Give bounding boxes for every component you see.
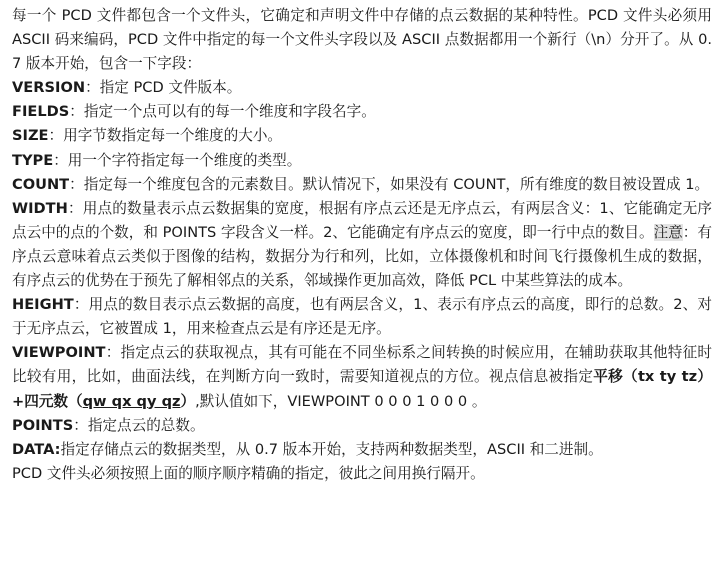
field-key-viewpoint: VIEWPOINT (12, 344, 106, 362)
intro-paragraph: 每一个 PCD 文件都包含一个文件头，它确定和声明文件中存储的点云数据的某种特性。PCD 文件头必须用 ASCII 码来编码，PCD 文件中指定的每一个文件头字段以及 ASCII 点数据都用一个新行（\n）分开了。从 0.7 版本开始，包含一下字段： (12, 7, 712, 73)
field-key-points: POINTS (12, 416, 74, 434)
field-desc-size: 用字节数指定每一个维度的大小。 (63, 127, 283, 145)
field-sep: ： (53, 151, 68, 169)
field-sep: ： (67, 199, 83, 217)
viewpoint-bold-b: ） (180, 392, 196, 410)
field-desc-data: 指定存储点云的数据类型，从 0.7 版本开始，支持两种数据类型，ASCII 和二进制。 (60, 440, 603, 458)
field-width (12, 197, 712, 293)
field-key-version: VERSION (12, 79, 86, 97)
field-sep: ： (69, 103, 84, 121)
field-desc-width-b: ：有序点云意味着点云类似于图像的结构，数据分为行和列，比如，立体摄像机和时间飞行摄像机生成的数据，有序点云的优势在于预先了解相邻点的关系，邻域操作更加高效，降低 PCL 中某些算法的成本。 (12, 223, 712, 290)
field-sep: ： (105, 344, 121, 362)
highlighted-note: 注意 (653, 223, 683, 241)
field-version (12, 76, 712, 100)
field-key-height: HEIGHT (12, 296, 74, 314)
field-height (12, 293, 712, 341)
field-type (12, 149, 712, 173)
field-key-width: WIDTH (12, 199, 68, 217)
field-size (12, 124, 712, 148)
field-sep: ： (73, 416, 88, 434)
field-key-size: SIZE (12, 127, 49, 145)
field-desc-height: 用点的数目表示点云数据的高度，也有两层含义，1、表示有序点云的高度，即行的总数。2、对于无序点云，它被置成 1，用来检查点云是有序还是无序。 (12, 296, 712, 338)
field-key-type: TYPE (12, 151, 54, 169)
field-desc-fields: 指定一个点可以有的每一个维度和字段名字。 (83, 103, 376, 121)
field-sep: ： (85, 79, 100, 97)
field-key-count: COUNT (12, 175, 70, 193)
viewpoint-underlined: qw qx qy qz (82, 392, 181, 410)
field-points (12, 414, 712, 438)
field-desc-width-a: 用点的数量表示点云数据集的宽度，根据有序点云还是无序点云，有两层含义：1、它能确定无序点云中的点的个数，和 POINTS 字段含义一样。2、它能确定有序点云的宽度，即一行中点的数目。 (12, 199, 712, 241)
field-sep: ： (48, 127, 64, 145)
field-desc-type: 用一个字符指定每一个维度的类型。 (67, 151, 302, 169)
field-viewpoint (12, 341, 712, 413)
field-fields (12, 100, 712, 124)
field-sep: ： (69, 175, 84, 193)
field-desc-viewpoint-b: ,默认值如下，VIEWPOINT 0 0 0 1 0 0 0 。 (195, 392, 487, 410)
viewpoint-bold-a: 平移（tx ty tz）+四元数（ (12, 368, 712, 410)
field-count (12, 173, 712, 197)
field-data (12, 438, 712, 462)
field-desc-viewpoint-a: 指定点云的获取视点，其有可能在不同坐标系之间转换的时候应用，在辅助获取其他特征时比较有用，比如，曲面法线，在判断方向一致时，需要知道视点的方位。视点信息被指定 (12, 344, 712, 386)
field-sep: ： (73, 296, 89, 314)
field-desc-count: 指定每一个维度包含的元素数目。默认情况下，如果没有 COUNT，所有维度的数目被设置成 1。 (83, 175, 710, 193)
field-key-fields: FIELDS (12, 103, 70, 121)
field-desc-points: 指定点云的总数。 (87, 416, 205, 434)
field-desc-version: 指定 PCD 文件版本。 (99, 79, 242, 97)
field-key-data: DATA: (12, 440, 61, 458)
outro-paragraph: PCD 文件头必须按照上面的顺序顺序精确的指定，彼此之间用换行隔开。 (12, 464, 485, 482)
